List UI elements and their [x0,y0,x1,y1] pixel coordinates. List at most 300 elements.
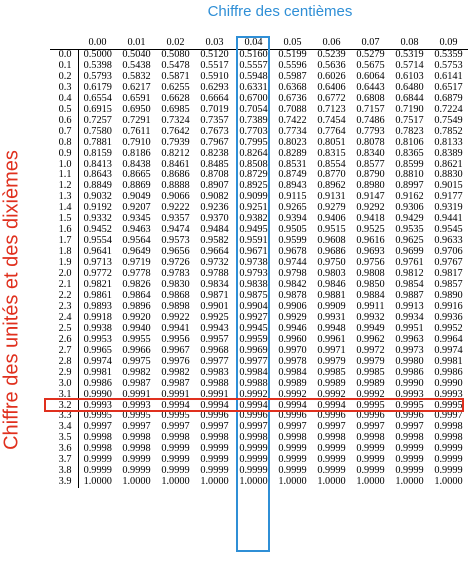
table-cell: 0.9988 [239,377,268,389]
table-cell: 0.9177 [434,191,463,203]
table-cell: 0.7324 [161,114,190,126]
row-header: 0.5 [50,105,78,116]
table-cell: 0.7939 [161,136,190,148]
table-cell: 0.9999 [317,465,346,477]
table-cell: 0.9671 [239,246,268,258]
table-cell: 0.6950 [122,103,151,115]
table-cell: 0.9998 [122,432,151,444]
table-cell: 0.9964 [434,333,463,345]
table-cell: 0.9306 [395,202,424,214]
table-cell: 0.8708 [200,169,229,181]
table-cell: 0.8925 [239,180,268,192]
table-cell: 0.9999 [161,454,190,466]
table-cell: 0.9984 [278,366,307,378]
table-cell: 0.9998 [122,443,151,455]
table-cell: 0.8051 [317,136,346,148]
table-cell: 0.8554 [317,158,346,170]
table-cell: 0.9992 [317,388,346,400]
table-cell: 0.9998 [83,432,112,444]
table-cell: 0.7389 [239,114,268,126]
row-header: 3.5 [50,433,78,444]
table-cell: 0.9985 [317,366,346,378]
table-cell: 0.9713 [83,257,112,269]
table-cell: 0.9972 [356,344,385,356]
table-cell: 0.6985 [161,103,190,115]
table-cell: 0.5438 [122,59,151,71]
table-cell: 0.9664 [200,246,229,258]
table-cell: 0.9131 [317,191,346,203]
table-cell: 0.8531 [278,158,307,170]
table-cell: 0.9192 [83,202,112,214]
table-cell: 0.9162 [395,191,424,203]
table-cell: 0.9943 [200,322,229,334]
table-cell: 0.9616 [356,235,385,247]
table-cell: 0.9678 [278,246,307,258]
table-cell: 0.7257 [83,114,112,126]
table-cell: 0.9382 [239,213,268,225]
table-cell: 0.9515 [317,224,346,236]
row-header: 0.4 [50,94,78,105]
table-cell: 0.9990 [83,388,112,400]
table-cell: 0.9772 [83,268,112,280]
column-header: 0.01 [117,37,156,50]
table-cell: 0.9997 [278,421,307,433]
row-header: 2.7 [50,346,78,357]
table-cell: 0.6179 [83,81,112,93]
table-cell: 0.9981 [434,355,463,367]
table-cell: 0.9996 [200,410,229,422]
table-cell: 0.8159 [83,147,112,159]
table-cell: 0.9920 [122,311,151,323]
table-cell: 0.9999 [239,465,268,477]
table-cell: 0.9951 [395,322,424,334]
table-cell: 0.5753 [434,59,463,71]
table-cell: 0.9941 [161,322,190,334]
table-cell: 0.9525 [356,224,385,236]
table-cell: 0.7793 [356,125,385,137]
table-cell: 0.9992 [239,388,268,400]
table-cell: 0.5517 [200,59,229,71]
table-cell: 0.6026 [317,70,346,82]
table-cell: 0.9994 [317,399,346,411]
table-cell: 0.9986 [434,366,463,378]
table-row [50,477,468,488]
table-cell: 0.9999 [395,443,424,455]
table-cell: 0.9999 [356,454,385,466]
table-cell: 0.9545 [434,224,463,236]
table-cell: 0.9693 [356,246,385,258]
table-cell: 0.9985 [356,366,385,378]
table-cell: 0.9812 [395,268,424,280]
table-cell: 0.9953 [83,333,112,345]
table-cell: 0.8133 [434,136,463,148]
table-cell: 0.9986 [83,377,112,389]
row-header: 3.8 [50,466,78,477]
table-cell: 0.9996 [356,410,385,422]
table-cell: 0.9887 [395,289,424,301]
table-cell: 0.9756 [356,257,385,269]
column-header: 0.03 [195,37,234,50]
table-cell: 0.9957 [200,333,229,345]
table-cell: 0.9997 [239,421,268,433]
table-cell: 0.6517 [434,81,463,93]
table-cell: 0.9292 [356,202,385,214]
table-cell: 0.8943 [278,180,307,192]
table-cell: 1.0000 [395,476,424,488]
table-cell: 0.9868 [161,289,190,301]
table-cell: 0.9999 [161,465,190,477]
table-cell: 0.9871 [200,289,229,301]
table-cell: 1.0000 [122,476,151,488]
table-cell: 0.7580 [83,125,112,137]
table-cell: 0.9803 [317,268,346,280]
table-cell: 0.7291 [122,114,151,126]
table-cell: 0.7703 [239,125,268,137]
table-cell: 0.7852 [434,125,463,137]
table-cell: 0.9995 [356,399,385,411]
table-cell: 0.9875 [239,289,268,301]
table-cell: 0.9884 [356,289,385,301]
table-cell: 0.7454 [317,114,346,126]
row-header: 0.8 [50,138,78,149]
table-cell: 0.9999 [122,454,151,466]
table-cell: 0.5478 [161,59,190,71]
row-header: 2.1 [50,280,78,291]
table-cell: 0.9898 [161,300,190,312]
table-cell: 0.8289 [278,147,307,159]
row-header: 2.5 [50,324,78,335]
table-cell: 0.9988 [200,377,229,389]
table-cell: 0.8686 [161,169,190,181]
table-cell: 0.9991 [200,388,229,400]
row-header: 2.3 [50,302,78,313]
table-cell: 0.7123 [317,103,346,115]
table-body [50,50,468,489]
table-cell: 0.9949 [356,322,385,334]
row-header: 3.1 [50,390,78,401]
table-cell: 0.9955 [122,333,151,345]
table-cell: 0.7995 [239,136,268,148]
table-cell: 0.9997 [356,421,385,433]
table-cell: 0.9999 [161,443,190,455]
table-cell: 0.8643 [83,169,112,181]
table-cell: 0.9999 [356,465,385,477]
table-cell: 0.9656 [161,246,190,258]
row-header: 2.6 [50,335,78,346]
table-cell: 0.8810 [395,169,424,181]
table-cell: 0.8212 [161,147,190,159]
table-cell: 0.9893 [83,300,112,312]
table-cell: 0.8888 [161,180,190,192]
table-cell: 0.9998 [434,421,463,433]
table-cell: 0.7764 [317,125,346,137]
table-cell: 0.9966 [122,344,151,356]
table-cell: 0.6844 [395,92,424,104]
table-cell: 0.9904 [239,300,268,312]
table-cell: 0.9821 [83,279,112,291]
table-cell: 0.9999 [395,454,424,466]
table-cell: 0.7357 [200,114,229,126]
table-cell: 0.5596 [278,59,307,71]
table-cell: 0.9991 [122,388,151,400]
column-header: 0.09 [429,37,468,50]
table-cell: 0.9977 [239,355,268,367]
table-cell: 0.8849 [83,180,112,192]
table-cell: 0.9554 [83,235,112,247]
row-header: 1.6 [50,225,78,236]
table-cell: 0.9265 [278,202,307,214]
table-cell: 0.9993 [83,399,112,411]
table-cell: 0.9936 [434,311,463,323]
table-cell: 0.9686 [317,246,346,258]
column-header: 0.07 [351,37,390,50]
table-cell: 0.7549 [434,114,463,126]
table-cell: 0.9934 [395,311,424,323]
table-cell: 0.9999 [434,454,463,466]
table-cell: 0.6700 [239,92,268,104]
table-cell: 0.9991 [161,388,190,400]
table-cell: 0.7054 [239,103,268,115]
table-cell: 0.9976 [161,355,190,367]
table-cell: 0.9906 [278,300,307,312]
table-cell: 0.9975 [122,355,151,367]
table-cell: 0.9798 [278,268,307,280]
table-cell: 1.0000 [434,476,463,488]
table-cell: 0.9996 [317,410,346,422]
table-cell: 0.9987 [122,377,151,389]
table-row [50,379,468,390]
table-cell: 0.9641 [83,246,112,258]
table-cell: 0.9989 [278,377,307,389]
table-cell: 0.9993 [395,388,424,400]
table-cell: 0.9599 [278,235,307,247]
table-cell: 1.0000 [278,476,307,488]
table-cell: 0.9474 [161,224,190,236]
table-row [50,357,468,368]
table-cell: 0.9633 [434,235,463,247]
table-cell: 0.9608 [317,235,346,247]
table-cell: 0.5359 [434,49,463,60]
table-cell: 0.9982 [122,366,151,378]
table-cell: 0.5948 [239,70,268,82]
table-cell: 0.9999 [278,465,307,477]
table-cell: 0.9999 [122,465,151,477]
table-cell: 0.9719 [122,257,151,269]
table-cell: 0.5714 [395,59,424,71]
table-cell: 0.9990 [434,377,463,389]
table-cell: 0.7224 [434,103,463,115]
row-header: 1.1 [50,170,78,181]
column-header: 0.00 [78,37,117,50]
table-cell: 0.7881 [83,136,112,148]
table-row [50,390,468,401]
table-cell: 0.9099 [239,191,268,203]
table-cell: 0.9726 [161,257,190,269]
table-cell: 0.9998 [356,432,385,444]
table-cell: 0.9945 [239,322,268,334]
table-cell: 0.8078 [356,136,385,148]
table-cell: 0.9961 [317,333,346,345]
table-cell: 0.7734 [278,125,307,137]
table-cell: 0.9998 [161,432,190,444]
table-cell: 0.9857 [434,279,463,291]
table-cell: 0.8577 [356,158,385,170]
table-cell: 0.9995 [83,410,112,422]
table-cell: 0.9761 [395,257,424,269]
table-cell: 0.9699 [395,246,424,258]
table-cell: 0.9505 [278,224,307,236]
row-header: 3.4 [50,422,78,433]
table-cell: 0.9909 [317,300,346,312]
table-cell: 0.6628 [161,92,190,104]
table-cell: 0.9971 [317,344,346,356]
table-cell: 0.9995 [161,410,190,422]
table-cell: 0.9998 [434,432,463,444]
row-header: 0.0 [50,50,78,61]
table-cell: 0.9817 [434,268,463,280]
table-cell: 0.9990 [395,377,424,389]
table-cell: 0.8621 [434,158,463,170]
row-header: 2.9 [50,368,78,379]
table-cell: 0.9994 [200,399,229,411]
table-cell: 0.9996 [278,410,307,422]
table-cell: 0.8665 [122,169,151,181]
table-cell: 0.9922 [161,311,190,323]
table-cell: 0.5557 [239,59,268,71]
table-cell: 0.9974 [83,355,112,367]
table-cell: 0.8023 [278,136,307,148]
normal-distribution-table [50,37,468,488]
table-cell: 0.9649 [122,246,151,258]
table-cell: 0.9978 [278,355,307,367]
table-cell: 0.9591 [239,235,268,247]
table-cell: 0.9987 [161,377,190,389]
table-cell: 0.9997 [317,421,346,433]
table-cell: 0.9983 [200,366,229,378]
row-header: 3.7 [50,455,78,466]
table-cell: 0.9965 [83,344,112,356]
table-cell: 1.0000 [356,476,385,488]
table-cell: 0.5398 [83,59,112,71]
table-cell: 0.5675 [356,59,385,71]
table-cell: 0.9222 [161,202,190,214]
table-cell: 0.9783 [161,268,190,280]
row-header: 0.9 [50,149,78,160]
table-cell: 0.9973 [395,344,424,356]
row-header: 2.8 [50,357,78,368]
table-cell: 0.7019 [200,103,229,115]
table-cell: 0.8315 [317,147,346,159]
table-cell: 0.9788 [200,268,229,280]
table-cell: 0.9979 [317,355,346,367]
table-cell: 0.9429 [395,213,424,225]
table-cell: 0.6406 [317,81,346,93]
table-cell: 0.7823 [395,125,424,137]
table-cell: 0.9999 [200,454,229,466]
table-cell: 0.9999 [83,465,112,477]
row-header: 3.2 [50,401,78,412]
table-cell: 0.9982 [161,366,190,378]
table-cell: 0.9995 [395,399,424,411]
table-cell: 0.9995 [434,399,463,411]
table-cell: 0.9115 [278,191,307,203]
column-header: 0.04 [234,37,273,50]
row-header: 3.0 [50,379,78,390]
table-cell: 0.9931 [317,311,346,323]
table-cell: 0.9082 [200,191,229,203]
row-header: 1.7 [50,236,78,247]
table-cell: 0.9808 [356,268,385,280]
table-cell: 0.6480 [395,81,424,93]
row-header: 1.3 [50,192,78,203]
table-cell: 0.9999 [434,465,463,477]
table-cell: 0.9738 [239,257,268,269]
table-cell: 0.9932 [356,311,385,323]
table-cell: 0.9826 [122,279,151,291]
row-header: 1.4 [50,203,78,214]
table-cell: 0.9992 [278,388,307,400]
table-cell: 0.9927 [239,311,268,323]
table-cell: 0.9834 [200,279,229,291]
row-header: 3.6 [50,444,78,455]
table-cell: 0.9911 [356,300,385,312]
table-cell: 0.9864 [122,289,151,301]
table-cell: 0.9495 [239,224,268,236]
row-header: 2.2 [50,291,78,302]
row-header: 0.1 [50,61,78,72]
table-cell: 0.9974 [434,344,463,356]
table-cell: 0.9279 [317,202,346,214]
table-cell: 0.8907 [200,180,229,192]
table-cell: 0.9901 [200,300,229,312]
table-cell: 0.9992 [356,388,385,400]
table-cell: 0.8365 [395,147,424,159]
table-cell: 0.9998 [278,432,307,444]
table-cell: 0.9999 [317,454,346,466]
table-cell: 0.5910 [200,70,229,82]
table-cell: 1.0000 [200,476,229,488]
column-header: 0.06 [312,37,351,50]
table-cell: 0.9999 [239,443,268,455]
table-cell: 0.9896 [122,300,151,312]
table-cell: 0.6443 [356,81,385,93]
table-cell: 0.6808 [356,92,385,104]
table-cell: 0.9960 [278,333,307,345]
corner-cell [50,37,78,50]
table-cell: 0.7517 [395,114,424,126]
table-cell: 0.9940 [122,322,151,334]
row-header: 1.9 [50,258,78,269]
table-cell: 0.9970 [278,344,307,356]
table-cell: 1.0000 [161,476,190,488]
table-cell: 0.9959 [239,333,268,345]
table-cell: 0.8980 [356,180,385,192]
row-header: 1.2 [50,181,78,192]
table-cell: 0.9998 [317,432,346,444]
table-cell: 0.9999 [200,443,229,455]
table-cell: 0.9767 [434,257,463,269]
table-cell: 0.9997 [434,410,463,422]
table-cell: 0.5636 [317,59,346,71]
table-cell: 0.9968 [200,344,229,356]
row-header: 1.5 [50,214,78,225]
row-header: 3.3 [50,411,78,422]
table-cell: 0.9881 [317,289,346,301]
table-cell: 0.6554 [83,92,112,104]
table-cell: 0.9066 [161,191,190,203]
table-cell: 0.9989 [356,377,385,389]
table-cell: 0.9999 [395,465,424,477]
